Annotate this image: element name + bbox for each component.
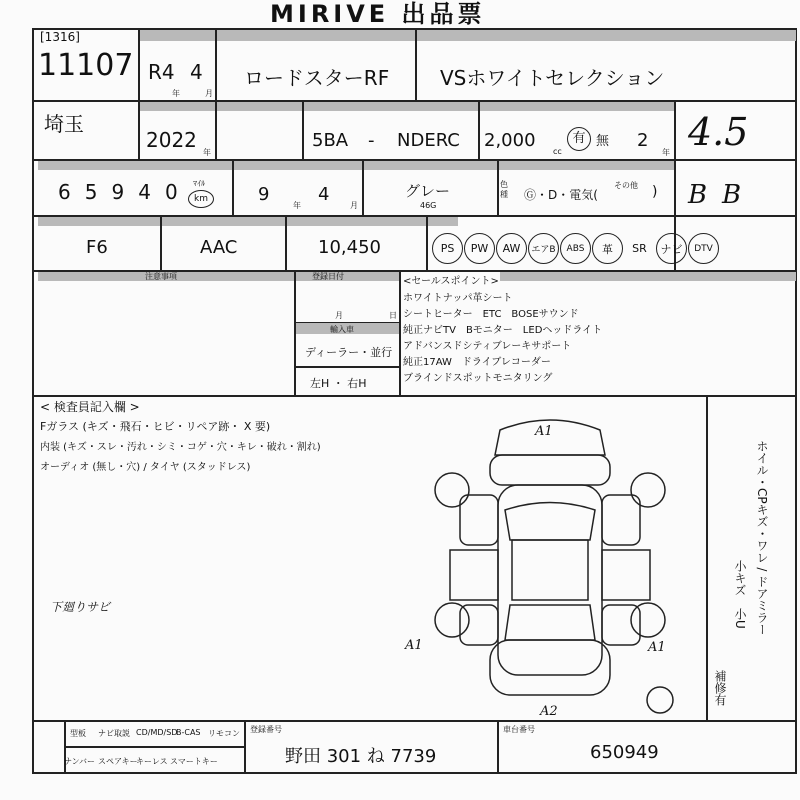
fuel-close: ) — [652, 184, 658, 200]
wheel-icons — [435, 473, 673, 713]
chassis-number: 650949 — [590, 742, 659, 763]
model-prefix: 5BA — [312, 130, 349, 151]
form-title: MIRIVE 出品票 — [270, 0, 486, 28]
header-band-right — [500, 270, 796, 281]
bottom-label: B-CAS — [176, 728, 201, 737]
header-band-row2 — [140, 100, 675, 111]
col-line-k — [285, 215, 287, 270]
sales-point: アドバンスドシティブレーキサポート — [403, 341, 572, 352]
bottom-label: リモコン — [208, 729, 240, 738]
inspection-year-label: 年 — [293, 201, 301, 210]
lot-number: 11107 — [38, 48, 134, 83]
damage-mark-left: A1 — [405, 638, 423, 653]
col-line-i — [497, 159, 499, 215]
turbo-yes: 有 — [567, 127, 591, 151]
mileage-unit-mile: ﾏｲﾙ — [193, 179, 205, 188]
registration-era: R4 — [148, 60, 175, 84]
record-line-2 — [294, 366, 399, 368]
inspector-line-audio: オーディオ (無し・穴) / タイヤ (スタッドレス) — [40, 462, 251, 473]
inspector-line-glass: Fガラス (キズ・飛石・ヒビ・リペア跡・ X 要) — [40, 420, 271, 433]
row-line-2 — [32, 159, 797, 161]
interior-grade: B — [688, 180, 708, 210]
equipment-item: ABS — [560, 233, 591, 264]
bottom-label: スマートキー — [170, 757, 218, 766]
mileage-digits — [58, 180, 192, 204]
equipment-item: エアB — [528, 233, 559, 264]
col-line-n — [399, 270, 401, 395]
header-band-row3 — [38, 159, 675, 170]
doors: 2 — [637, 130, 649, 151]
bottom-col-2 — [244, 720, 246, 774]
grade: VSホワイトセレクション — [440, 66, 665, 90]
bottom-label: ナンバー — [64, 757, 96, 766]
col-line-l — [426, 215, 428, 270]
notes-header: 注意事項 — [145, 272, 177, 281]
registration-month-label: 月 — [205, 89, 213, 98]
header-band-row4 — [38, 215, 458, 226]
score: 4.5 — [688, 110, 749, 154]
dealer-option: ディーラー・並行 — [305, 346, 393, 359]
sales-point: 純正ナビTV Bモニター LEDヘッドライト — [403, 325, 603, 336]
registration-month: 4 — [190, 60, 203, 84]
equipment-item: PS — [432, 233, 463, 264]
model-code: NDERC — [397, 130, 460, 151]
col-line-g — [232, 159, 234, 215]
damage-mark-rear: A2 — [540, 704, 558, 719]
equipment-item: ナビ — [656, 233, 687, 264]
record-label: 登録日付 — [312, 272, 344, 281]
import-label: 輸入車 — [330, 325, 354, 334]
side-text-repair: 補修有 — [713, 670, 727, 706]
car-diagram — [420, 400, 680, 720]
sales-point: シートヒーター ETC BOSEサウンド — [403, 309, 579, 320]
bottom-label: キーレス — [136, 757, 168, 766]
col-line-a — [138, 28, 140, 159]
damage-mark-front: A1 — [535, 424, 553, 439]
bottom-mid-line — [64, 746, 244, 748]
col-line-c — [415, 28, 417, 100]
mileage-digit: 5 — [84, 180, 112, 204]
record-month: 月 — [335, 311, 343, 320]
col-line-e — [478, 100, 480, 159]
color-code: 46G — [420, 201, 437, 210]
mileage-digit: 0 — [164, 180, 192, 204]
mileage-unit-km: km — [188, 190, 214, 208]
first-reg-year: 2022 — [146, 128, 197, 152]
model-dash: - — [368, 130, 375, 151]
turbo-no: 無 — [596, 134, 610, 149]
damage-mark-right: A1 — [648, 640, 666, 655]
registration-year-label: 年 — [172, 89, 180, 98]
exterior-grade: B — [722, 180, 742, 210]
row-line-3 — [32, 215, 797, 217]
fuel-options: Ⓖ・D・電気( — [524, 188, 598, 202]
side-text-wheel: ホイル・CPキズ・ワレ / ドアミラー — [755, 440, 769, 636]
fuel-label: 色種 — [500, 180, 508, 199]
header-band-row1 — [140, 30, 796, 41]
record-day: 日 — [389, 311, 397, 320]
mileage-digit: 4 — [138, 180, 165, 204]
inspector-line-interior: 内装 (キズ・スレ・汚れ・シミ・コゲ・穴・キレ・破れ・割れ) — [40, 442, 321, 453]
sales-point: ホワイトナッパ革シート — [403, 293, 513, 304]
col-line-j — [160, 215, 162, 270]
car-outline — [450, 420, 650, 695]
shift: F6 — [86, 237, 108, 258]
inspector-header: < 検査員記入欄 > — [40, 400, 140, 414]
sales-points-header: <セールスポイント> — [403, 272, 499, 287]
inspection-year: 9 — [258, 184, 270, 205]
equipment-item: SR — [632, 242, 647, 255]
bottom-label: 型板 — [70, 729, 86, 738]
sales-point: ブラインドスポットモニタリング — [403, 373, 553, 384]
equipment-item: DTV — [688, 233, 719, 264]
lot-bracket: [1316] — [40, 30, 80, 44]
bottom-label: ナビ取説 — [98, 729, 130, 738]
col-line-d — [302, 100, 304, 159]
row-line-1 — [32, 100, 797, 102]
mileage-digit: 6 — [58, 180, 85, 204]
doors-unit: 年 — [662, 148, 670, 157]
row-line-6 — [32, 720, 797, 722]
inspection-month-label: 月 — [350, 201, 358, 210]
inspector-note: 下廻りサビ — [50, 600, 111, 614]
plate-label: 登録番号 — [250, 725, 282, 734]
first-reg-year-label: 年 — [203, 148, 211, 157]
displacement-unit: cc — [553, 147, 562, 156]
fuel-other-label: その他 — [614, 181, 638, 190]
mileage-digit: 9 — [111, 180, 139, 204]
col-line-h — [362, 159, 364, 215]
equipment-item: AW — [496, 233, 527, 264]
bottom-label: CD/MD/SD — [136, 728, 178, 737]
aircon: AAC — [200, 237, 238, 258]
equipment-item: 革 — [592, 233, 623, 264]
color-name: グレー — [405, 182, 451, 200]
displacement: 2,000 — [484, 130, 536, 151]
side-text-small: 小キズ 小U — [733, 560, 747, 629]
recycle-fee: 10,450 — [318, 237, 381, 258]
region: 埼玉 — [44, 112, 84, 136]
bottom-label: スペアキー — [98, 757, 138, 766]
chassis-label: 車台番号 — [503, 725, 535, 734]
equipment-item: PW — [464, 233, 495, 264]
col-line-b — [215, 28, 217, 159]
col-line-side — [706, 395, 708, 720]
sales-point: 純正17AW ドライブレコーダー — [403, 357, 551, 368]
steering-option: 左H ・ 右H — [310, 377, 367, 390]
bottom-col-3 — [497, 720, 499, 774]
plate-number: 野田 301 ね 7739 — [285, 746, 437, 767]
row-line-5 — [32, 395, 797, 397]
inspection-month: 4 — [318, 184, 330, 205]
car-name: ロードスターRF — [244, 66, 390, 90]
